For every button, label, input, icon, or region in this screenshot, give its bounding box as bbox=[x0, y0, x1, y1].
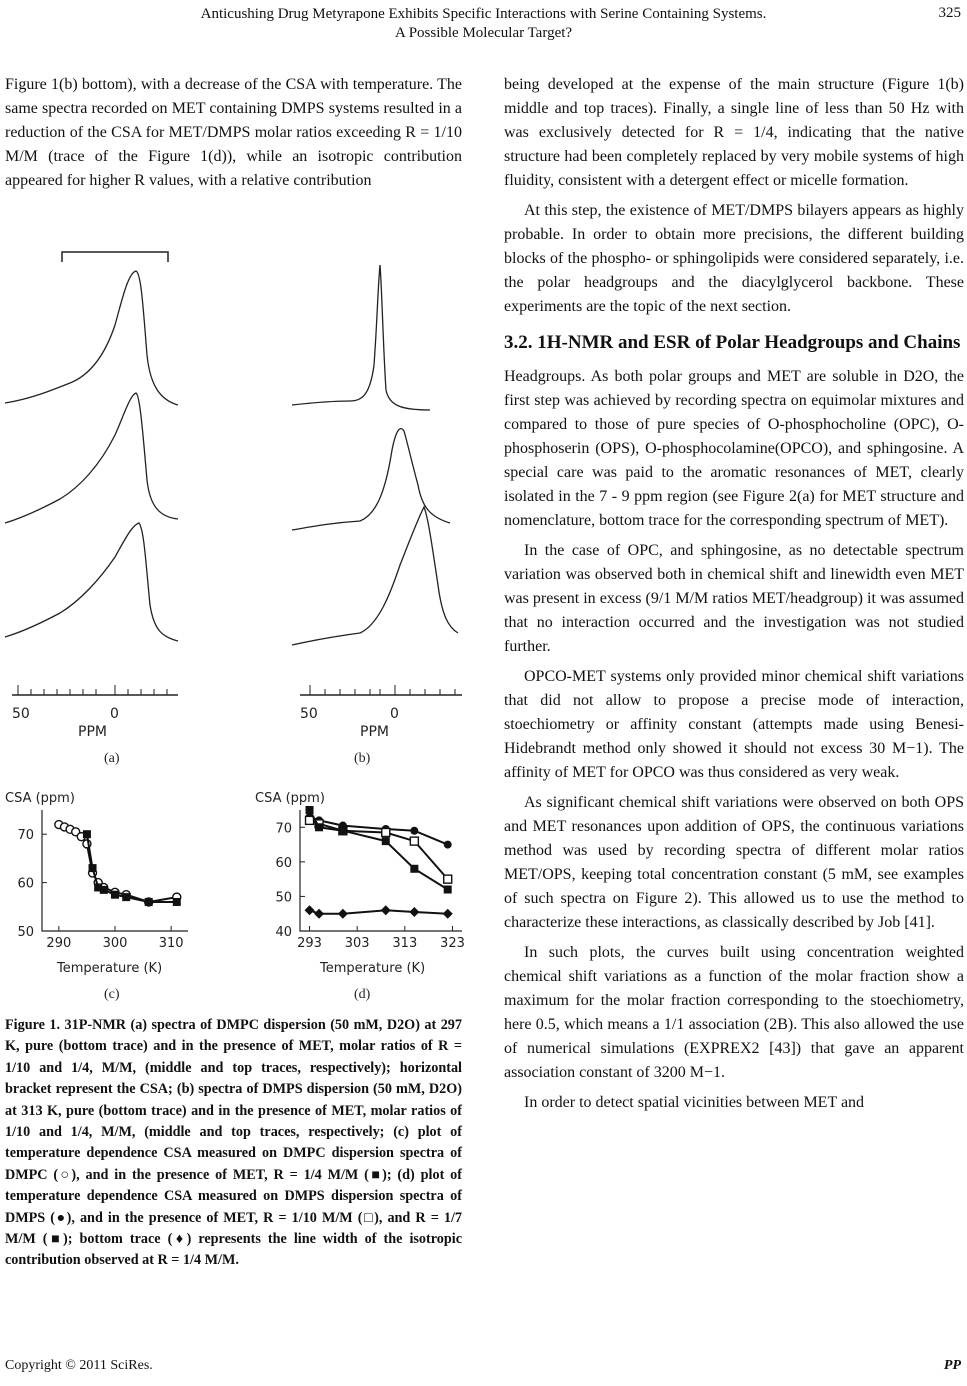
header-title-line2: A Possible Molecular Target? bbox=[394, 25, 573, 41]
header-title-line1: Anticushing Drug Metyrapone Exhibits Specific Interactions with Serine Containing Systems. bbox=[200, 6, 767, 22]
x-tick-label: 303 bbox=[344, 936, 370, 951]
footer-copyright: Copyright © 2011 SciRes. bbox=[5, 1358, 153, 1373]
panel-b bbox=[292, 265, 462, 766]
axis-b bbox=[300, 685, 462, 740]
figure-caption: Figure 1. 31P-NMR (a) spectra of DMPC dispersion (50 mM, D2O) at 297 K, pure (bottom trace) and in the presence of MET, molar ratios of R = 1/10 and 1/4, M/M, (middle and top traces, respectively); horizontal bracket represent the CSA; (b) spectra of DMPS dispersion (50 mM, D2O) at 313 K, pure (bottom trace) and in the presence of MET, molar ratios of 1/10 and 1/4, M/M, (middle and top traces, respectively; (c) plot of temperature dependence CSA measured on DMPC dispersion spectra of DMPC (○), and in the presence of MET, R = 1/4 M/M (■); (d) plot of temperature dependence CSA measured on DMPS dispersion spectra of DMPS (●), and in the presence of MET, R = 1/10 M/M (□), and R = 1/7 M/M (■); bottom trace (♦) represents the line width of the isotropic contribution observed at R = 1/4 M/M. bbox=[5, 1017, 462, 1269]
running-header bbox=[0, 5, 967, 43]
data-point bbox=[382, 837, 390, 845]
right-paragraph-4: In the case of OPC, and sphingosine, as no detectable spectrum variation was observed both in chemical shift and linewidth even MET was present in excess (9/1 M/M ratios MET/headgroup) it was assumed that no interaction occurred and the investigation was not studied further. bbox=[504, 542, 964, 655]
data-point bbox=[410, 837, 418, 845]
y-tick-label: 70 bbox=[275, 821, 292, 837]
panel-d-label: (d) bbox=[354, 987, 371, 1002]
x-tick-label: 310 bbox=[158, 936, 184, 951]
panel-c bbox=[5, 791, 188, 1002]
right-column bbox=[504, 73, 964, 1115]
data-point bbox=[381, 905, 391, 915]
axis-b-unit: PPM bbox=[360, 724, 389, 740]
spectrum-b-top bbox=[292, 265, 430, 410]
panel-c-label: (c) bbox=[104, 987, 120, 1002]
plot-c bbox=[17, 810, 188, 951]
data-point bbox=[444, 841, 452, 849]
panel-c-ylabel: CSA (ppm) bbox=[5, 791, 75, 806]
y-tick-label: 60 bbox=[17, 876, 34, 892]
panel-d-xlabel: Temperature (K) bbox=[320, 961, 426, 976]
x-tick-label: 290 bbox=[46, 936, 72, 951]
right-paragraph-1: being developed at the expense of the main structure (Figure 1(b) middle and top traces). Finally, a single line of less than 50 Hz with was exclusively detected for R = 1/4, indicating that the native structure had been completely replaced by very mobile systems of high fluidity, consistent with a detergent effect or micelle formation. bbox=[504, 76, 964, 189]
series-line bbox=[310, 817, 448, 845]
data-point bbox=[111, 891, 119, 899]
data-point bbox=[145, 898, 153, 906]
panel-b-label: (b) bbox=[354, 751, 371, 766]
footer-journal: PP bbox=[943, 1358, 961, 1373]
axis-a bbox=[12, 685, 178, 740]
data-point bbox=[306, 816, 314, 824]
axis-a-tick-0: 0 bbox=[110, 706, 119, 722]
panel-d-ylabel: CSA (ppm) bbox=[255, 791, 325, 806]
y-tick-label: 50 bbox=[17, 925, 34, 940]
axis-b-tick-50: 50 bbox=[300, 706, 318, 722]
data-point bbox=[100, 886, 108, 894]
right-paragraph-3: Headgroups. As both polar groups and MET are soluble in D2O, the first step was achieved by recording spectra on equimolar mixtures and compared to those of pure species of O-phosphocholine (OPC), O-phosphoserin (OPS), O-phosphocolamine(OPCO), and sphingosine. A special care was paid to the aromatic resonances of MET, clearly isolated in the 7 - 9 ppm region (see Figure 2(a) for MET structure and nomenclature, bottom trace for the corresponding spectrum of MET). bbox=[504, 368, 964, 529]
x-tick-label: 300 bbox=[102, 936, 128, 951]
data-point bbox=[409, 907, 419, 917]
panel-a-label: (a) bbox=[104, 751, 120, 766]
right-paragraph-5: OPCO-MET systems only provided minor chemical shift variations that did not allow to propose a precise mode of interaction, stoechiometry or affinity constant (attempts made using Benesi-Hidebrandt method only showed it should not excess 30 M−1). The affinity of MET for OPCO was thus considered as very weak. bbox=[504, 668, 964, 781]
section-heading: 3.2. 1H-NMR and ESR of Polar Headgroups and Chains bbox=[504, 332, 961, 353]
axis-a-tick-50: 50 bbox=[12, 706, 30, 722]
panel-d bbox=[255, 791, 465, 1002]
x-tick-label: 293 bbox=[297, 936, 322, 951]
data-point bbox=[83, 830, 91, 838]
right-paragraph-7: In such plots, the curves built using concentration weighted chemical shift variations as a function of the molar fraction show a maximum for the molar fraction corresponding to the stoechiometry, here 0.5, which means a 1/1 association (2B). This also allowed the use of numerical simulations (EXPREX2 [43]) that gave an apparent association constant of 3200 M−1. bbox=[504, 944, 964, 1081]
axis-b-tick-0: 0 bbox=[390, 706, 399, 722]
right-paragraph-2: At this step, the existence of MET/DMPS bilayers appears as highly probable. In order to obtain more precisions, the different building blocks of the phospho- or sphingolipids were considered separately, i.e. the polar headgroups and the diacylglycerol backbone. These experiments are the topic of the next section. bbox=[504, 202, 964, 315]
spectrum-b-bottom bbox=[292, 507, 458, 645]
right-paragraph-6: As significant chemical shift variations were observed on both OPS and MET resonances upon addition of OPS, the continuous variations method was used by recording spectra of different molar ratios MET/OPS, keeping total concentration constant (5 mM, see examples of such spectra on Figure 2). This allowed us to use the method to characterize these interactions, as classically described by Job [41]. bbox=[504, 794, 964, 931]
spectrum-a-top bbox=[5, 271, 178, 405]
data-point bbox=[89, 864, 97, 872]
data-point bbox=[443, 909, 453, 919]
data-point bbox=[444, 886, 452, 894]
x-tick-label: 323 bbox=[440, 936, 465, 951]
data-point bbox=[382, 828, 390, 836]
data-point bbox=[338, 909, 348, 919]
page-number: 325 bbox=[938, 5, 961, 21]
figure-1 bbox=[0, 245, 470, 1010]
data-point bbox=[339, 827, 347, 835]
left-paragraph-1: Figure 1(b) bottom), with a decrease of the CSA with temperature. The same spectra recorded on MET containing DMPS systems resulted in a reduction of the CSA for MET/DMPS molar ratios exceeding R = 1/10 M/M (trace of the Figure 1(d)), while an isotropic contribution appeared for higher R values, with a relative contribution bbox=[5, 76, 462, 189]
data-point bbox=[305, 905, 315, 915]
series-line bbox=[310, 910, 448, 913]
y-tick-label: 60 bbox=[275, 855, 292, 871]
x-tick-label: 313 bbox=[392, 936, 418, 951]
spectrum-a-middle bbox=[5, 393, 178, 523]
csa-bracket bbox=[62, 252, 168, 262]
axis-a-unit: PPM bbox=[78, 724, 107, 740]
y-tick-label: 40 bbox=[275, 925, 292, 940]
data-point bbox=[444, 875, 452, 883]
y-tick-label: 70 bbox=[17, 828, 34, 844]
panel-c-xlabel: Temperature (K) bbox=[57, 961, 163, 976]
left-column bbox=[5, 73, 462, 193]
plot-d bbox=[275, 806, 464, 951]
data-point bbox=[410, 865, 418, 873]
data-point bbox=[315, 823, 323, 831]
panel-a bbox=[5, 252, 178, 766]
data-point bbox=[173, 898, 181, 906]
right-paragraph-8: In order to detect spatial vicinities between MET and bbox=[524, 1094, 865, 1111]
y-tick-label: 50 bbox=[275, 890, 292, 906]
data-point bbox=[122, 893, 130, 901]
spectrum-a-bottom bbox=[5, 523, 178, 641]
data-point bbox=[306, 806, 314, 814]
data-point bbox=[410, 827, 418, 835]
data-point bbox=[314, 909, 324, 919]
